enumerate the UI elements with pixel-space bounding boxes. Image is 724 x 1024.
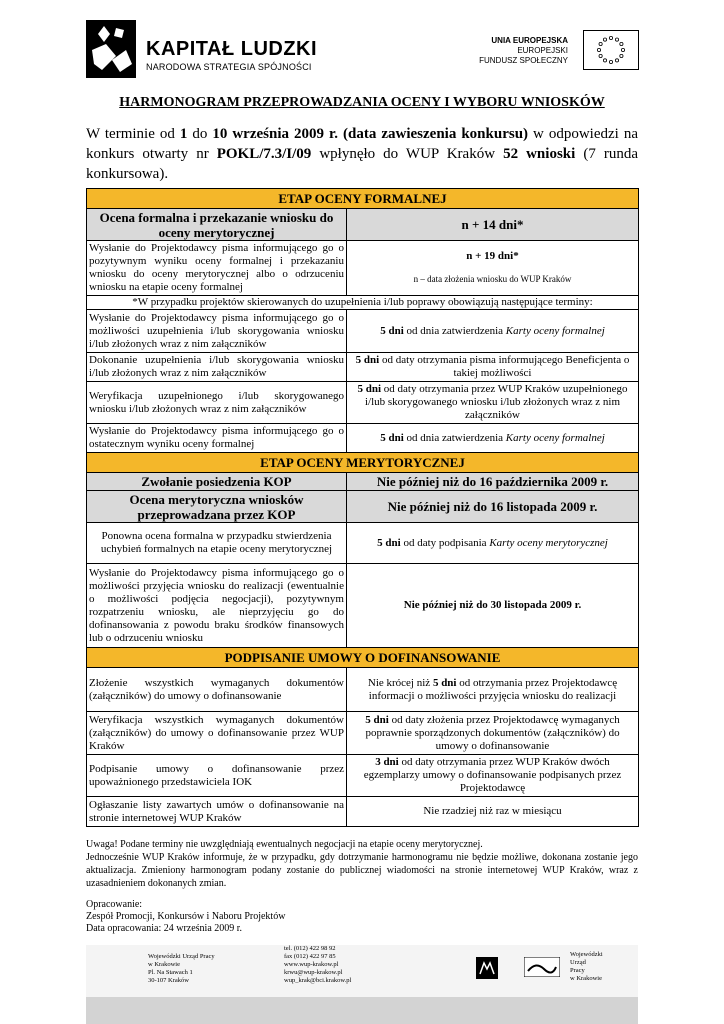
value-text: od daty otrzymania przez WUP Kraków dwóch egzemplarzy umowy o dofinansowanie podpisanych przez Projektodawcę [363,756,622,794]
footer-link[interactable]: wup_krak@bci.krakow.pl [284,977,352,984]
value-bold: 5 dni [357,383,382,395]
intro-text: (7 runda konkursowa). [86,146,638,182]
prepared-team: Zespół Promocji, Konkursów i Naboru Projektów [86,911,286,922]
stage-contract-header: PODPISANIE UMOWY O DOFINANSOWANIE [87,648,639,668]
footer-text: Wojewódzki [570,951,603,958]
remark-block [86,838,638,890]
formal-deadline: n + 19 dni* [466,250,519,262]
table-row-label: Wysłanie do Projektodawcy pisma informującego go o możliwości przyjęcia wniosku do realizacji (ewentualnie o możliwości podjęcia negocjacji), pozytywnym rozpatrzeniu wniosku, ale nieprzyjęciu go do dofinansowania z powodu braku środków finansowych lub o odrzuceniu wniosku [87,564,347,648]
value-bold: 5 dni [380,324,404,337]
intro-text: do [187,126,213,142]
brand-subtitle: NARODOWA STRATEGIA SPÓJNOŚCI [146,62,312,72]
table-row-value: Nie później niż do 30 listopada 2009 r. [347,564,639,648]
remark-line-1: Uwaga! Podane terminy nie uwzględniają ewentualnych negocjacji na etapie oceny merytorycznej. [86,839,483,850]
eu-line-2: EUROPEJSKI [517,46,568,55]
table-row-value: Nie rzadziej niż raz w miesiącu [347,797,639,827]
value-text: od otrzymania przez Projektodawcę informacji o możliwości przyjęcia wniosku do realizacji [368,676,618,702]
intro-text: W terminie od [86,126,180,142]
value-text: Nie krócej niż [367,676,433,689]
footer-text: 30-107 Kraków [148,977,189,984]
footer-text: w Krakowie [148,961,180,968]
table-row-value [347,241,639,296]
formal-head-left: Ocena formalna i przekazanie wniosku do oceny merytorycznej [87,209,347,241]
prepared-label: Opracowanie: [86,899,143,910]
malopolska-logo-icon [476,957,498,979]
formal-deadline-note: n – data złożenia wniosku do WUP Kraków [413,274,572,284]
table-row-value [347,310,639,353]
intro-paragraph [86,124,638,184]
footer-contact [284,945,351,985]
intro-text: w odpowiedzi na konkurs otwarty nr [86,126,638,162]
footer-link[interactable]: krwu@wup-krakow.pl [284,969,343,976]
value-text: od daty podpisania [400,536,490,549]
stage-formal-header: ETAP OCENY FORMALNEJ [87,189,639,209]
value-italic: Karty oceny formalnej [505,324,605,337]
footer-text: Pracy [570,967,585,974]
table-row-value [347,424,639,453]
footer-text: w Krakowie [570,975,602,982]
table-row-value [347,523,639,564]
table-row-label: Ogłaszanie listy zawartych umów o dofinansowanie na stronie internetowej WUP Kraków [87,797,347,827]
value-bold: 3 dni [375,756,399,768]
merit-head2-right: Nie później niż do 16 listopada 2009 r. [347,491,639,523]
merit-head1-right: Nie później niż do 16 października 2009 r. [347,473,639,491]
table-row-label: Weryfikacja wszystkich wymaganych dokumentów (załączników) do umowy o dofinansowanie przez WUP Kraków [87,712,347,755]
document-header [0,0,724,90]
brand-title: KAPITAŁ LUDZKI [146,38,318,60]
remark-line-2: Jednocześnie WUP Kraków informuje, że w przypadku, gdy dotrzymanie harmonogramu nie będzie możliwe, dokonana zostanie jego aktualizacja. Zmieniony harmonogram podany zostanie do publicznej wiadomości na stronie internetowej WUP Kraków, wraz z uzasadnieniem dokonanych zmian. [86,852,638,889]
value-text: od dnia zatwierdzenia [403,324,506,337]
value-bold: 5 dni [355,354,380,366]
page-footer [86,945,638,997]
value-text: od daty otrzymania przez WUP Kraków uzupełnionego i/lub skorygowanego wniosku i/lub złożonych wraz z nim załączników [364,383,628,421]
stage-merit-header: ETAP OCENY MERYTORYCZNEJ [87,453,639,473]
eu-caption [462,36,568,66]
footer-text: tel. (012) 422 98 92 [284,945,336,952]
value-bold: 5 dni [365,713,389,726]
table-row-value [347,755,639,797]
table-row-label: Weryfikacja uzupełnionego i/lub skorygowanego wniosku i/lub złożonych wraz z nim załączników [87,382,347,424]
table-row-label: Dokonanie uzupełnienia i/lub skorygowania wniosku i/lub złożonych wraz z nim załączników [87,353,347,382]
value-bold: 5 dni [380,431,404,444]
footer-text: fax (012) 422 97 85 [284,953,336,960]
footer-text: Urząd [570,959,586,966]
value-bold: 5 dni [377,536,401,549]
table-row-label: Wysłanie do Projektodawcy pisma informującego go o ostatecznym wyniku oceny formalnej [87,424,347,453]
footer-text: Wojewódzki Urząd Pracy [148,953,215,960]
value-italic: Karty oceny formalnej [505,431,605,444]
urzad-pracy-logo-icon [524,957,560,977]
table-row-value [347,712,639,755]
table-row-label: Wysłanie do Projektodawcy pisma informującego go o możliwości uzupełnienia i/lub skorygowania wniosku i/lub złożonych wraz z nim załączników [87,310,347,353]
footer-address [148,953,215,985]
table-row-value [347,353,639,382]
intro-bold: 10 września 2009 r. (data zawieszenia konkursu) [212,126,529,142]
schedule-table [86,188,639,827]
formal-correction-note: *W przypadku projektów skierowanych do uzupełnienia i/lub poprawy obowiązują następujące terminy: [87,296,639,310]
table-row-label: Wysłanie do Projektodawcy pisma informującego go o pozytywnym wyniku oceny formalnej i przekazaniu wniosku do oceny merytorycznej albo o odrzuceniu wniosku na etapie oceny formalnej [87,241,347,296]
intro-bold: 1 [179,126,188,142]
value-text: od dnia zatwierdzenia [403,431,506,444]
footer-link[interactable]: www.wup-krakow.pl [284,961,339,968]
value-italic: Karty oceny merytorycznej [489,536,608,549]
formal-head-right: n + 14 dni* [347,209,639,241]
intro-text: wpłynęło do WUP Kraków [311,146,504,162]
table-row-label: Podpisanie umowy o dofinansowanie przez upoważnionego przedstawiciela IOK [87,755,347,797]
merit-head1-left: Zwołanie posiedzenia KOP [87,473,347,491]
table-row-label: Złożenie wszystkich wymaganych dokumentów (załączników) do umowy o dofinansowanie [87,668,347,712]
footer-office [570,951,603,983]
intro-bold: 52 wnioski [503,146,576,162]
footer-text: Pl. Na Stawach 1 [148,969,193,976]
eu-flag-icon [583,30,639,70]
intro-bold: POKL/7.3/I/09 [216,146,312,162]
merit-head2-left: Ocena merytoryczna wniosków przeprowadzana przez KOP [87,491,347,523]
document-title: HARMONOGRAM PRZEPROWADZANIA OCENY I WYBORU WNIOSKÓW [119,95,605,110]
table-row-label: Ponowna ocena formalna w przypadku stwierdzenia uchybień formalnych na etapie oceny merytorycznej [87,523,347,564]
prepared-by-block [86,899,638,935]
table-row-value [347,668,639,712]
eu-line-3: FUNDUSZ SPOŁECZNY [479,56,568,65]
value-text: od daty złożenia przez Projektodawcę wymaganych poprawnie sporządzonych dokumentów (załączników) do umowy o dofinansowanie [365,713,620,752]
footer-bar [86,997,638,1024]
value-bold: 5 dni [432,676,457,689]
eu-line-1: UNIA EUROPEJSKA [491,36,568,45]
value-text: od daty otrzymania pisma informującego Beneficjenta o takiej możliwości [379,354,630,379]
kapital-ludzki-logo-icon [86,20,136,78]
prepared-date: Data opracowania: 24 września 2009 r. [86,923,243,934]
table-row-value [347,382,639,424]
